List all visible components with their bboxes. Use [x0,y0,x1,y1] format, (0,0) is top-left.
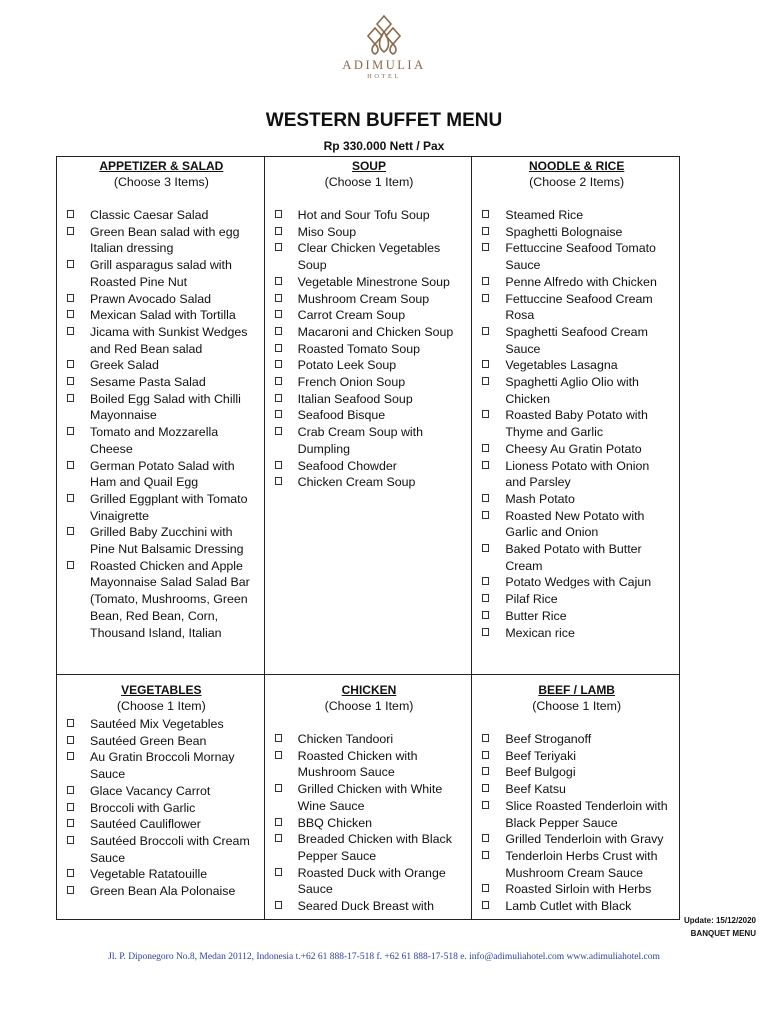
checkbox-icon [275,294,282,302]
checkbox-icon [482,511,489,519]
menu-item [65,749,258,782]
menu-item-label: Italian Seafood Soup [297,391,413,406]
menu-item [273,831,466,864]
menu-item [480,798,673,831]
item-list [65,716,258,900]
checkbox-icon [482,611,489,619]
checkbox-icon [482,577,489,585]
menu-item-label: Vegetable Minestrone Soup [297,274,450,289]
menu-item [273,324,466,341]
menu-item-label: Lioness Potato with Onion and Parsley [505,458,650,490]
menu-item-label: Sautéed Cauliflower [90,817,201,832]
section-heading: BEEF / LAMB [538,683,615,697]
menu-item-label: Carrot Cream Soup [297,308,406,323]
checkbox-icon [482,834,489,842]
checkbox-icon [275,784,282,792]
menu-item [65,800,258,817]
menu-item [65,257,258,290]
menu-item-label: Roasted Chicken and Apple Mayonnaise Salad Salad Bar (Tomato, Mushrooms, Green Bean, Red Bean, Corn, Thousand Island, Italian [90,558,250,640]
menu-item-label: Hot and Sour Tofu Soup [297,208,430,222]
page-title: WESTERN BUFFET MENU [265,110,503,131]
checkbox-icon [67,427,74,435]
menu-item [480,274,673,291]
menu-item [480,224,673,241]
checkbox-icon [275,344,282,352]
menu-item-label: Lamb Cutlet with Black [505,899,632,914]
checkbox-icon [67,310,74,318]
checkbox-icon [67,719,74,727]
menu-item-label: Potato Leek Soup [297,358,397,373]
checkbox-icon [482,751,489,759]
menu-item-label: Sautéed Mix Vegetables [90,717,224,731]
checkbox-icon [482,360,489,368]
menu-item [65,357,258,374]
menu-item [480,764,673,781]
menu-item [65,224,258,257]
menu-item [273,898,466,915]
section-heading: NOODLE & RICE [528,159,625,173]
checkbox-icon [482,461,489,469]
menu-item [480,407,673,440]
checkbox-icon [67,752,74,760]
checkbox-icon [275,327,282,335]
menu-item [480,357,673,374]
menu-item [273,731,466,748]
menu-item-label: Roasted Duck with Orange Sauce [297,865,446,897]
menu-row [57,675,680,920]
checkbox-icon [67,736,74,744]
menu-item [480,608,673,625]
menu-item-label: Green Bean Ala Polonaise [90,884,236,899]
menu-item-label: Mexican rice [505,625,575,640]
section-choose: (Choose 3 Items) [113,175,209,189]
checkbox-icon [67,786,74,794]
checkbox-icon [275,277,282,285]
menu-item-label: Slice Roasted Tenderloin with Black Pepper Sauce [505,798,668,830]
menu-item [480,748,673,765]
menu-item [480,881,673,898]
menu-item-label: Clear Chicken Vegetables Soup [297,241,441,273]
checkbox-icon [67,377,74,385]
checkbox-icon [482,377,489,385]
checkbox-icon [275,410,282,418]
menu-item-label: Roasted New Potato with Garlic and Onion [505,508,645,540]
menu-item [65,716,258,733]
menu-item [273,407,466,424]
menu-item [480,291,673,324]
menu-item [273,781,466,814]
menu-item-label: Beef Katsu [505,782,566,797]
menu-item-label: Potato Wedges with Cajun [505,575,652,590]
menu-item-label: Green Bean salad with egg Italian dressing [90,224,240,256]
checkbox-icon [67,819,74,827]
menu-item [273,458,466,475]
checkbox-icon [275,360,282,368]
item-list [273,207,466,491]
menu-item-label: Tenderloin Herbs Crust with Mushroom Cream Sauce [505,848,658,880]
menu-item-label: Chicken Tandoori [297,732,394,746]
menu-item-label: Vegetable Ratatouille [90,867,208,882]
brand-name: ADIMULIA [342,58,426,72]
checkbox-icon [482,901,489,909]
checkbox-icon [275,901,282,909]
menu-item [65,424,258,457]
checkbox-icon [275,310,282,318]
menu-item [65,324,258,357]
menu-item-label: Pilaf Rice [505,592,558,607]
checkbox-icon [482,784,489,792]
checkbox-icon [67,869,74,877]
menu-item [273,424,466,457]
menu-item-label: Beef Bulgogi [505,765,576,780]
checkbox-icon [482,767,489,775]
menu-item [480,731,673,748]
price-label: Rp 330.000 Nett / Pax [323,139,445,153]
menu-item-label: Breaded Chicken with Black Pepper Sauce [297,832,452,863]
menu-item-label: Roasted Tomato Soup [297,341,421,356]
menu-item-label: Grilled Tenderloin with Gravy [505,832,664,847]
menu-item [273,274,466,291]
menu-row [57,157,680,675]
checkbox-icon [275,818,282,826]
footer-contact: Jl. P. Diponegoro No.8, Medan 20112, Indonesia t.+62 61 888-17-518 f. +62 61 888-17-518 e. info@adimuliahotel.com www.adimuliahotel.com [108,952,660,962]
menu-item-label: Boiled Egg Salad with Chilli Mayonnaise [90,391,241,423]
menu-item [273,307,466,324]
menu-item-label: French Onion Soup [297,375,406,390]
checkbox-icon [67,227,74,235]
menu-item [273,207,466,224]
checkbox-icon [482,851,489,859]
menu-item [273,224,466,241]
section-heading: VEGETABLES [121,683,202,697]
menu-item [65,733,258,750]
menu-item [480,541,673,574]
menu-item [480,831,673,848]
section-choose: (Choose 1 Item) [324,699,414,713]
menu-item-label: Seared Duck Breast with [297,899,435,914]
menu-item [480,848,673,881]
checkbox-icon [67,360,74,368]
section-noodle-rice [472,157,680,675]
menu-item-label: Fettuccine Seafood Tomato Sauce [505,241,656,273]
item-list [273,731,466,915]
section-heading: APPETIZER & SALAD [99,159,224,173]
checkbox-icon [275,751,282,759]
menu-item [65,307,258,324]
update-note [684,914,756,940]
menu-item-label: Sautéed Broccoli with Cream Sauce [90,833,250,865]
checkbox-icon [482,277,489,285]
checkbox-icon [67,886,74,894]
menu-item-label: Grilled Eggplant with Tomato Vinaigrette [90,491,248,523]
menu-item [273,815,466,832]
menu-item-label: Chicken Cream Soup [297,475,416,490]
checkbox-icon [67,461,74,469]
menu-item-label: Seafood Chowder [297,458,397,473]
section-choose: (Choose 1 Item) [532,699,622,713]
adimulia-emblem-icon [364,14,404,56]
menu-item [480,491,673,508]
menu-item-label: Miso Soup [297,224,357,239]
section-choose: (Choose 2 Items) [529,175,625,189]
menu-item [65,558,258,642]
menu-item-label: Mexican Salad with Tortilla [90,308,236,323]
menu-item-label: Sautéed Green Bean [90,733,207,748]
menu-item [273,357,466,374]
checkbox-icon [482,444,489,452]
checkbox-icon [482,884,489,892]
hotel-logo [0,14,768,80]
menu-item-label: Butter Rice [505,608,567,623]
checkbox-icon [275,868,282,876]
checkbox-icon [275,243,282,251]
menu-item [480,324,673,357]
item-list [65,207,258,641]
item-list [480,731,673,915]
menu-item [65,866,258,883]
checkbox-icon [482,210,489,218]
menu-item-label: Grill asparagus salad with Roasted Pine Nut [90,258,232,289]
checkbox-icon [482,734,489,742]
checkbox-icon [67,294,74,302]
checkbox-icon [67,527,74,535]
menu-item [480,207,673,224]
menu-item [480,441,673,458]
checkbox-icon [275,377,282,385]
checkbox-icon [275,734,282,742]
menu-item [65,207,258,224]
menu-item-label: Steamed Rice [505,208,584,222]
menu-item [273,374,466,391]
menu-item-label: Mushroom Cream Soup [297,291,430,306]
checkbox-icon [482,243,489,251]
menu-item [273,474,466,491]
menu-item-label: Penne Alfredo with Chicken [505,274,657,289]
update-label: BANQUET MENU [690,929,756,938]
menu-item-label: Beef Stroganoff [505,732,592,746]
menu-item-label: Roasted Baby Potato with Thyme and Garlic [505,408,648,440]
menu-item [65,783,258,800]
checkbox-icon [275,227,282,235]
menu-item [480,374,673,407]
menu-item-label: Vegetables Lasagna [505,358,618,373]
section-appetizer [57,157,265,675]
menu-item-label: Roasted Sirloin with Herbs [505,882,652,897]
checkbox-icon [275,461,282,469]
menu-item [65,491,258,524]
section-soup [264,157,472,675]
menu-item [480,898,673,915]
checkbox-icon [275,210,282,218]
menu-item [65,883,258,900]
menu-item-label: Sesame Pasta Salad [90,375,206,390]
menu-item [65,291,258,308]
section-heading: SOUP [351,159,386,173]
menu-item-label: Baked Potato with Butter Cream [505,542,642,573]
menu-item-label: Cheesy Au Gratin Potato [505,441,642,456]
menu-item-label: Tomato and Mozzarella Cheese [90,425,219,456]
checkbox-icon [67,836,74,844]
menu-item-label: Greek Salad [90,358,159,373]
menu-item [65,816,258,833]
menu-item-label: Beef Teriyaki [505,748,577,763]
menu-item-label: Au Gratin Broccoli Mornay Sauce [90,750,235,782]
menu-item [65,458,258,491]
menu-item [65,524,258,557]
menu-item [480,458,673,491]
section-choose: (Choose 1 Item) [116,699,206,713]
menu-item-label: Roasted Chicken with Mushroom Sauce [297,748,418,780]
menu-item [65,374,258,391]
menu-item [65,833,258,866]
menu-item [273,341,466,358]
menu-item-label: Classic Caesar Salad [90,208,209,222]
brand-sub: HOTEL [367,73,401,80]
menu-item-label: BBQ Chicken [297,815,373,830]
menu-item-label: Fettuccine Seafood Cream Rosa [505,291,653,323]
menu-item-label: Seafood Bisque [297,408,386,423]
checkbox-icon [67,327,74,335]
menu-item-label: Glace Vacancy Carrot [90,783,211,798]
menu-item [480,508,673,541]
menu-item [65,391,258,424]
item-list [480,207,673,641]
section-choose: (Choose 1 Item) [324,175,414,189]
menu-item-label: Spaghetti Bolognaise [505,224,623,239]
section-chicken [264,675,472,920]
menu-item-label: Broccoli with Garlic [90,800,196,815]
menu-item [273,748,466,781]
menu-item-label: German Potato Salad with Ham and Quail Egg [90,458,235,490]
menu-item [480,625,673,642]
menu-item-label: Macaroni and Chicken Soup [297,324,454,339]
checkbox-icon [67,394,74,402]
menu-item-label: Spaghetti Aglio Olio with Chicken [505,375,639,406]
menu-item [273,865,466,898]
checkbox-icon [482,327,489,335]
menu-table [56,156,680,920]
menu-item-label: Grilled Chicken with White Wine Sauce [297,782,443,813]
menu-item-label: Spaghetti Seafood Cream Sauce [505,324,648,356]
checkbox-icon [482,628,489,636]
checkbox-icon [67,494,74,502]
checkbox-icon [482,544,489,552]
update-date: Update: 15/12/2020 [683,916,756,925]
menu-item-label: Grilled Baby Zucchini with Pine Nut Balsamic Dressing [90,525,244,557]
checkbox-icon [67,210,74,218]
checkbox-icon [482,227,489,235]
checkbox-icon [482,294,489,302]
checkbox-icon [67,561,74,569]
menu-item [273,240,466,273]
checkbox-icon [275,477,282,485]
menu-item-label: Mash Potato [505,491,575,506]
menu-item [480,781,673,798]
checkbox-icon [482,494,489,502]
checkbox-icon [275,834,282,842]
section-heading: CHICKEN [341,683,397,697]
checkbox-icon [275,427,282,435]
menu-item [273,291,466,308]
checkbox-icon [482,801,489,809]
menu-item [273,391,466,408]
checkbox-icon [482,594,489,602]
menu-item [480,591,673,608]
section-beef-lamb [472,675,680,920]
section-vegetables [57,675,265,920]
menu-item-label: Crab Cream Soup with Dumpling [297,425,423,456]
checkbox-icon [67,260,74,268]
menu-item-label: Jicama with Sunkist Wedges and Red Bean salad [90,324,248,356]
menu-item [480,574,673,591]
checkbox-icon [482,410,489,418]
checkbox-icon [275,394,282,402]
checkbox-icon [67,803,74,811]
menu-item [480,240,673,273]
menu-item-label: Prawn Avocado Salad [90,291,212,306]
